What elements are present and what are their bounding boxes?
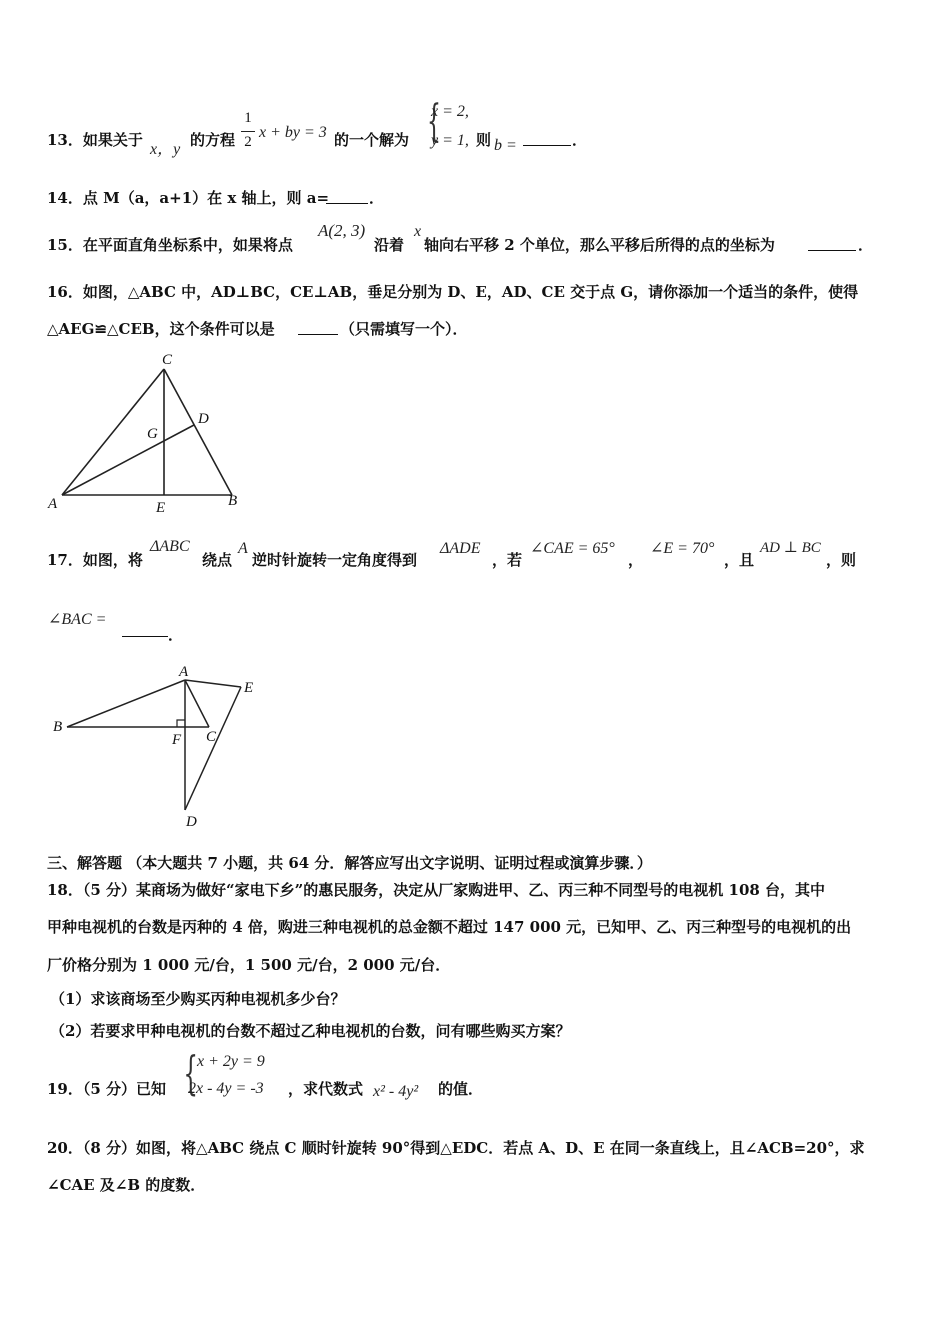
q17-label-e: E — [244, 680, 254, 696]
q16-line2-suffix: （只需填写一个）． — [340, 320, 468, 338]
q19-prefix: 19．（5 分）已知 — [47, 1080, 167, 1098]
q20-line2: ∠CAE 及∠B 的度数． — [47, 1176, 206, 1194]
q17-segment-ae — [185, 680, 241, 687]
q15-answer-blank[interactable] — [808, 235, 856, 251]
q13-then: 则 — [476, 131, 492, 149]
q16-segment-ad — [62, 425, 194, 495]
q19-expr: x² - 4y² — [373, 1083, 419, 1100]
q13-equation: x + by = 3 — [259, 124, 327, 141]
q16-label-e: E — [156, 500, 166, 516]
q13-system-brace: { — [427, 96, 441, 147]
q15-point: A(2, 3) — [318, 221, 366, 240]
q13-frac-den: 2 — [244, 134, 252, 150]
q17-tri1: ΔABC — [150, 538, 190, 555]
section3-heading: 三、解答题 （本大题共 7 小题，共 64 分．解答应写出文字说明、证明过程或演算步骤．） — [47, 854, 652, 872]
q17-label-b: B — [53, 719, 63, 735]
q17-comma3: ，且 — [724, 551, 755, 569]
q18-line3: 厂价格分别为 1 000 元/台，1 500 元/台，2 000 元/台． — [47, 956, 451, 974]
q14-answer-blank[interactable] — [326, 188, 368, 204]
q16-label-d: D — [198, 411, 209, 427]
q16-label-g: G — [147, 426, 158, 442]
q19-system-line2: 2x - 4y = -3 — [188, 1080, 264, 1097]
q17-figure — [45, 662, 275, 832]
q13-end: ． — [572, 131, 588, 149]
q16-label-c: C — [162, 352, 173, 368]
q18-line2: 甲种电视机的台数是丙种的 4 倍，购进三种电视机的总金额不超过 147 000 元，已知甲、乙、丙三种型号的电视机的出 — [47, 918, 852, 936]
q17-right-angle-mark — [177, 720, 185, 727]
q15-end: ． — [858, 236, 874, 254]
q17-segment-ba — [67, 680, 185, 727]
q17-comma1: ，若 — [492, 551, 523, 569]
q18-sub1: （1）求该商场至少购买丙种电视机多少台？ — [50, 990, 346, 1008]
q17-comma4: ，则 — [826, 551, 857, 569]
q17-point: A — [238, 540, 248, 557]
q17-angle-cae: ∠CAE = 65° — [530, 540, 615, 557]
q13-system-line1: x = 2, — [431, 103, 469, 120]
q17-label-a: A — [179, 664, 189, 680]
q17-answer-blank[interactable] — [122, 621, 168, 637]
q15-prefix: 15．在平面直角坐标系中，如果将点 — [47, 236, 293, 254]
q17-tri2: ΔADE — [440, 540, 481, 557]
q13-answer-lhs: b = — [494, 137, 517, 154]
q13-answer-blank[interactable] — [523, 130, 571, 146]
q17-segment-ac — [185, 680, 209, 727]
q13-system-line2: y = 1, — [431, 132, 469, 149]
q16-answer-blank[interactable] — [298, 319, 338, 335]
q16-segment-cb — [164, 369, 232, 495]
q17-angle-e: ∠E = 70° — [650, 540, 715, 557]
q13-suffix: 的一个解为 — [334, 131, 410, 149]
q13-frac-bar — [241, 131, 255, 132]
q19-system-brace: { — [183, 1046, 198, 1100]
q17-rot: 绕点 — [202, 551, 233, 569]
q17-prefix: 17．如图，将 — [47, 551, 143, 569]
q16-figure — [40, 345, 260, 520]
q17-end: ． — [168, 626, 184, 644]
q14-text: 14．点 M（a，a+1）在 x 轴上，则 a= — [47, 189, 330, 207]
q19-suffix: 的值． — [438, 1080, 484, 1098]
q16-line1: 16．如图，△ABC 中，AD⊥BC，CE⊥AB，垂足分别为 D、E，AD、CE 交于点 G，请你添加一个适当的条件，使得 — [47, 283, 859, 301]
q17-label-f: F — [172, 732, 182, 748]
q17-mid: 逆时针旋转一定角度得到 — [252, 551, 418, 569]
q17-label-d: D — [186, 814, 197, 830]
q13-mid: 的方程 — [190, 131, 236, 149]
q17-segment-ed — [185, 687, 241, 810]
q17-perp: AD ⊥ BC — [760, 540, 821, 556]
q15-suffix: 轴向右平移 2 个单位，那么平移后所得的点的坐标为 — [424, 236, 775, 254]
q19-mid: ，求代数式 — [288, 1080, 364, 1098]
q17-comma2: ， — [628, 551, 644, 569]
q20-line1: 20．（8 分）如图，将△ABC 绕点 C 顺时针旋转 90°得到△EDC．若点 A、D、E 在同一条直线上，且∠ACB=20°，求 — [47, 1139, 865, 1157]
q19-system-line1: x + 2y = 9 — [197, 1053, 265, 1070]
q17-label-c: C — [206, 729, 217, 745]
q16-label-b: B — [228, 493, 238, 509]
q15-axis: x — [414, 223, 422, 240]
q16-label-a: A — [48, 496, 58, 512]
q13-vars: x，y — [150, 141, 181, 158]
q16-line2-prefix: △AEG≌△CEB，这个条件可以是 — [47, 320, 275, 338]
q14-end: ． — [369, 189, 385, 207]
q13-frac-num: 1 — [244, 110, 252, 126]
q18-line1: 18．（5 分）某商场为做好“家电下乡”的惠民服务，决定从厂家购进甲、乙、丙三种不同型号的电视机 108 台，其中 — [47, 881, 826, 899]
q18-sub2: （2）若要求甲种电视机的台数不超过乙种电视机的台数，问有哪些购买方案？ — [50, 1022, 571, 1040]
q17-ask: ∠BAC = — [48, 611, 107, 628]
q15-mid: 沿着 — [374, 236, 405, 254]
q13-prefix: 13．如果关于 — [47, 131, 143, 149]
